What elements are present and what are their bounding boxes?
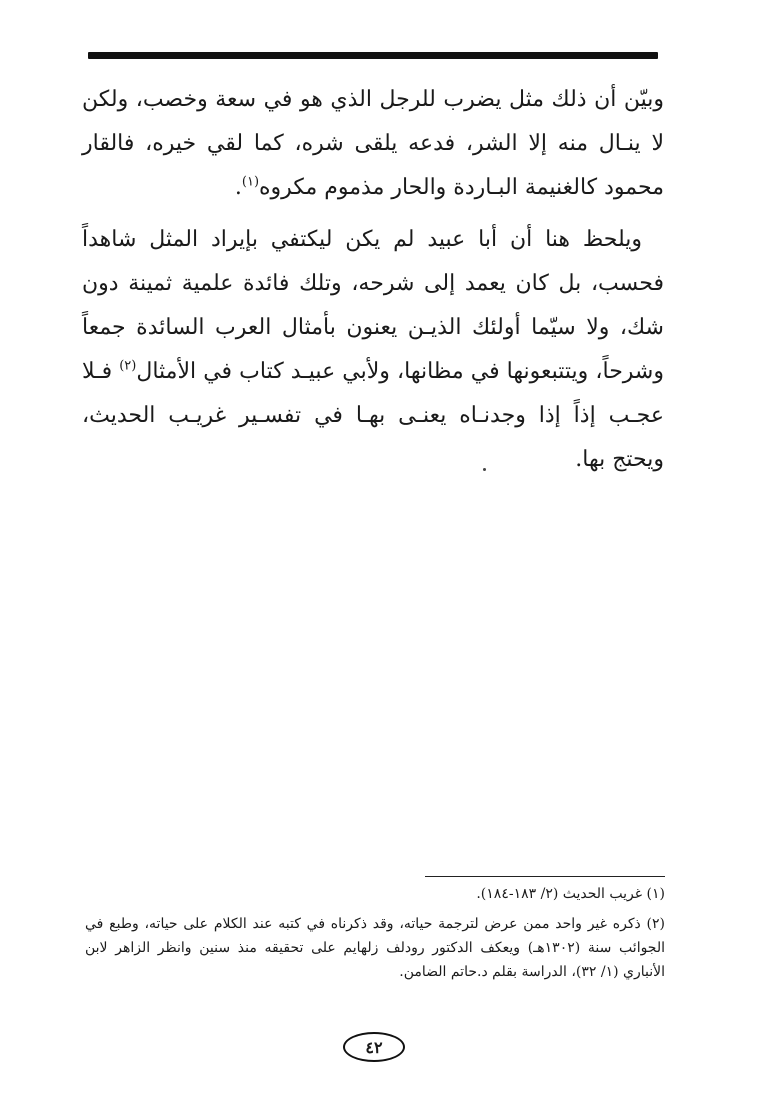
footnotes	[85, 882, 665, 984]
paragraph-1	[82, 78, 664, 210]
paragraph-2-text-b: فـلا عجـب إذاً إذا وجدنـاه يعنـى بهـا في تفسـير غريـب الحديث، ويحتج بها.	[82, 359, 664, 472]
footnote-2: (٢) ذكره غير واحد ممن عرض لترجمة حياته، وقد ذكرناه في كتبه عند الكلام على حياته، وطبع في الجوائب سنة (١٣٠٢هـ) ويعكف الدكتور رودلف زلهايم على تحقيقه منذ سنين وانظر الزاهر لابن الأنباري (١/ ٣٢)، الدراسة بقلم د.حاتم الضامن.	[85, 916, 666, 980]
header-rule	[88, 52, 658, 59]
paragraph-2-text-a: ويلحظ هنا أن أبا عبيد لم يكن ليكتفي بإيراد المثل شاهداً فحسب، بل كان يعمد إلى شرحه، وتلك فائدة علمية ثمينة دون شك، ولا سيّما أولئك الذيـن يعنون بأمثال العرب السائدة جمعاً وشرحاً، ويتتبعونها في مظانها، ولأبي عبيـد كتاب في الأمثال	[82, 227, 664, 384]
footnote-ref-2: (٢)	[119, 358, 137, 374]
footnote-ref-1: (١)	[241, 174, 260, 190]
paragraph-1-end: .	[234, 175, 242, 200]
footnote-1: (١) غريب الحديث (٢/ ١٨٣-١٨٤).	[476, 886, 665, 902]
footnote-rule	[425, 876, 665, 877]
paragraph-1-text: وبيّن أن ذلك مثل يضرب للرجل الذي هو في سعة وخصب، ولكن لا ينـال منه إلا الشر، فدعه يلقى شره، كما لقي خيره، فالقار محمود كالغنيمة البـاردة والحار مذموم مكروه	[82, 87, 664, 200]
paragraph-2	[82, 218, 664, 482]
main-text	[82, 78, 664, 482]
page-number: ٤٢	[343, 1032, 405, 1062]
stray-dot	[483, 468, 486, 471]
